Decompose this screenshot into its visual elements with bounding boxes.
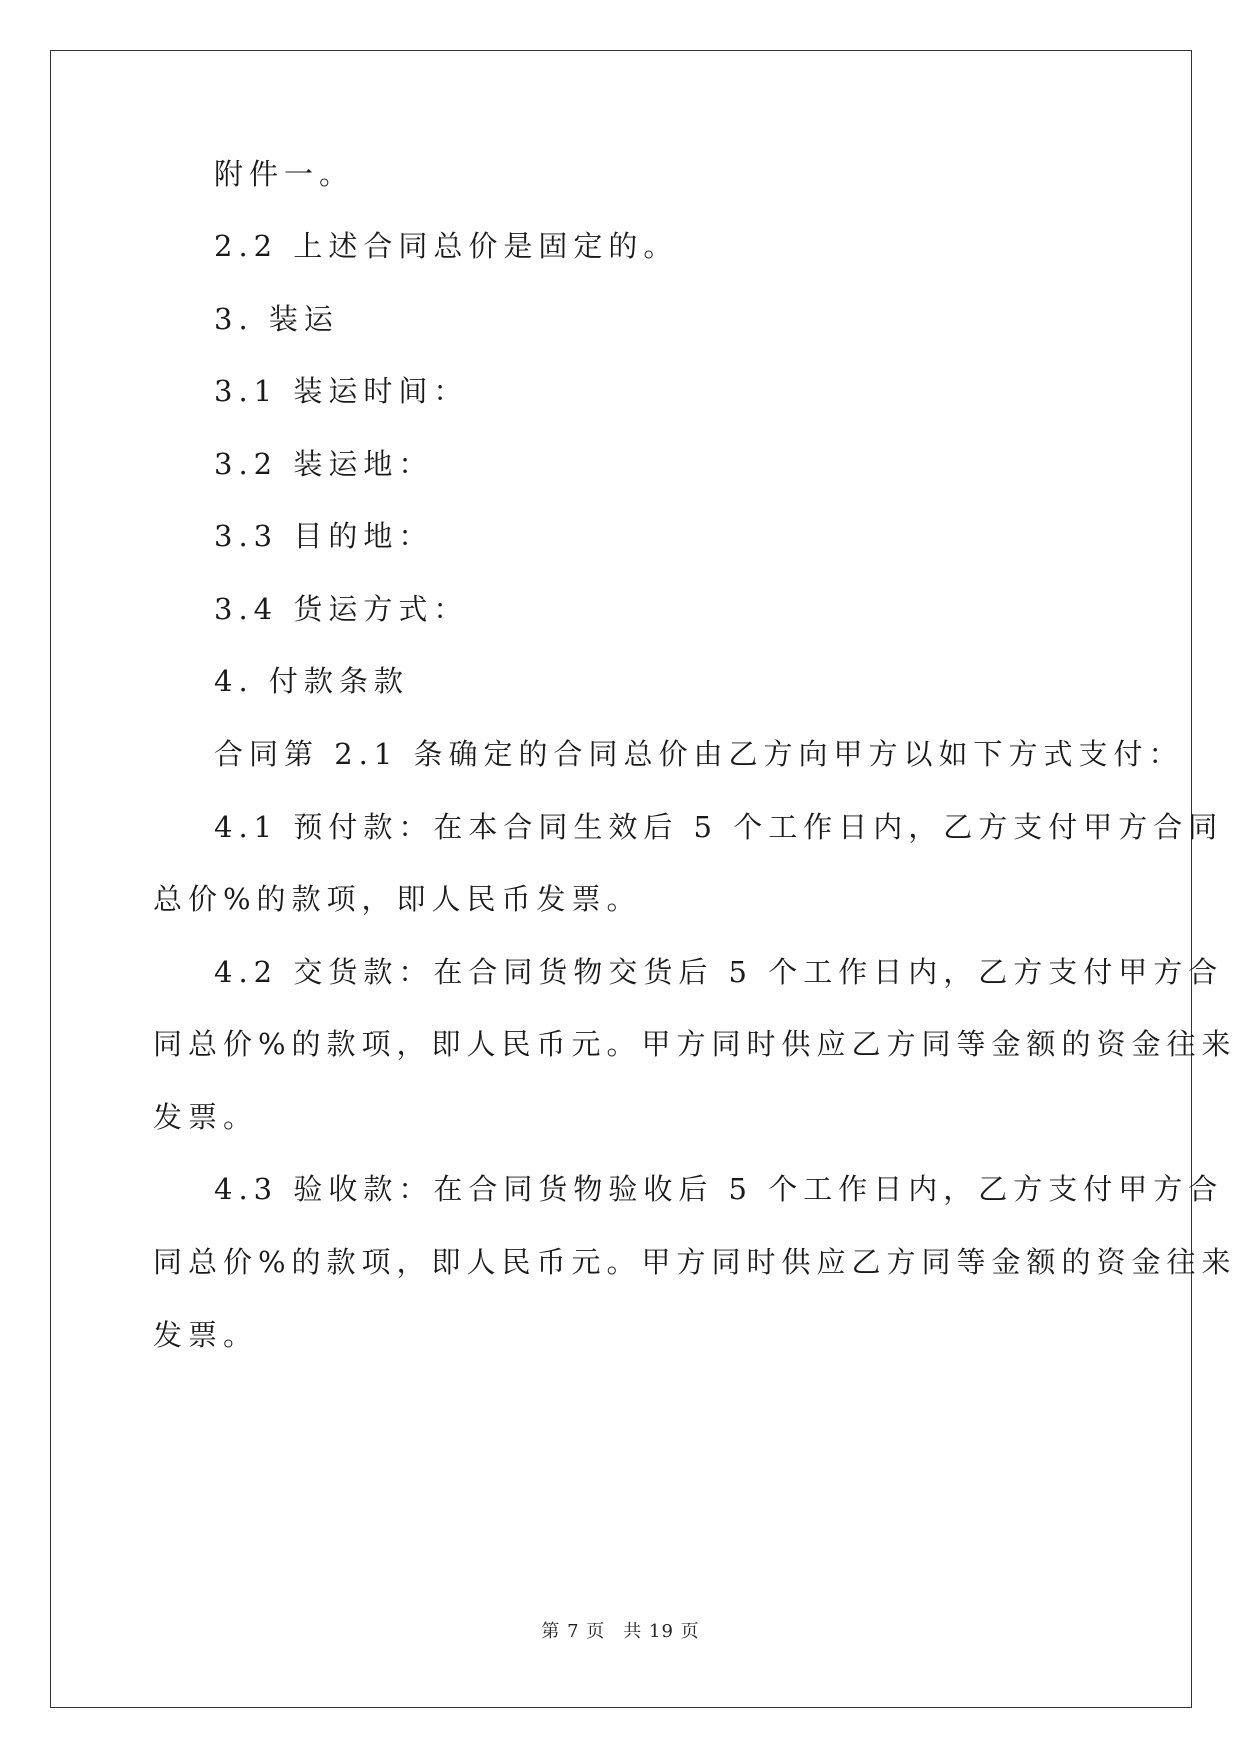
paragraph-4-3-line-2: 同总价%的款项，即人民币元。甲方同时供应乙方同等金额的资金往来 [153, 1245, 1237, 1279]
heading-4-payment: 4. 付款条款 [214, 664, 409, 698]
paragraph-3-2: 3.2 装运地： [214, 447, 434, 481]
paragraph-3-4: 3.4 货运方式： [214, 592, 469, 626]
paragraph-attachment: 附件一。 [214, 157, 355, 191]
paragraph-4-1-line-1: 4.1 预付款：在本合同生效后 5 个工作日内，乙方支付甲方合同 [214, 810, 1224, 844]
paragraph-3-1: 3.1 装运时间： [214, 374, 469, 408]
heading-3-shipping: 3. 装运 [214, 302, 339, 336]
paragraph-4-1-line-2: 总价%的款项，即人民币发票。 [153, 882, 642, 916]
paragraph-4-3-line-3: 发票。 [153, 1318, 259, 1352]
paragraph-4-2-line-1: 4.2 交货款：在合同货物交货后 5 个工作日内，乙方支付甲方合 [214, 955, 1224, 989]
page-border [50, 50, 1192, 1708]
paragraph-4-2-line-3: 发票。 [153, 1100, 259, 1134]
paragraph-2-2: 2.2 上述合同总价是固定的。 [214, 229, 679, 263]
page-footer [0, 1617, 1241, 1643]
page-number-total: 共 19 页 [623, 1621, 700, 1642]
paragraph-4-3-line-1: 4.3 验收款：在合同货物验收后 5 个工作日内，乙方支付甲方合 [214, 1172, 1224, 1206]
page-number-current: 第 7 页 [541, 1621, 606, 1642]
paragraph-4-2-line-2: 同总价%的款项，即人民币元。甲方同时供应乙方同等金额的资金往来 [153, 1027, 1237, 1061]
paragraph-payment-intro: 合同第 2.1 条确定的合同总价由乙方向甲方以如下方式支付： [214, 737, 1184, 771]
paragraph-3-3: 3.3 目的地： [214, 519, 434, 553]
